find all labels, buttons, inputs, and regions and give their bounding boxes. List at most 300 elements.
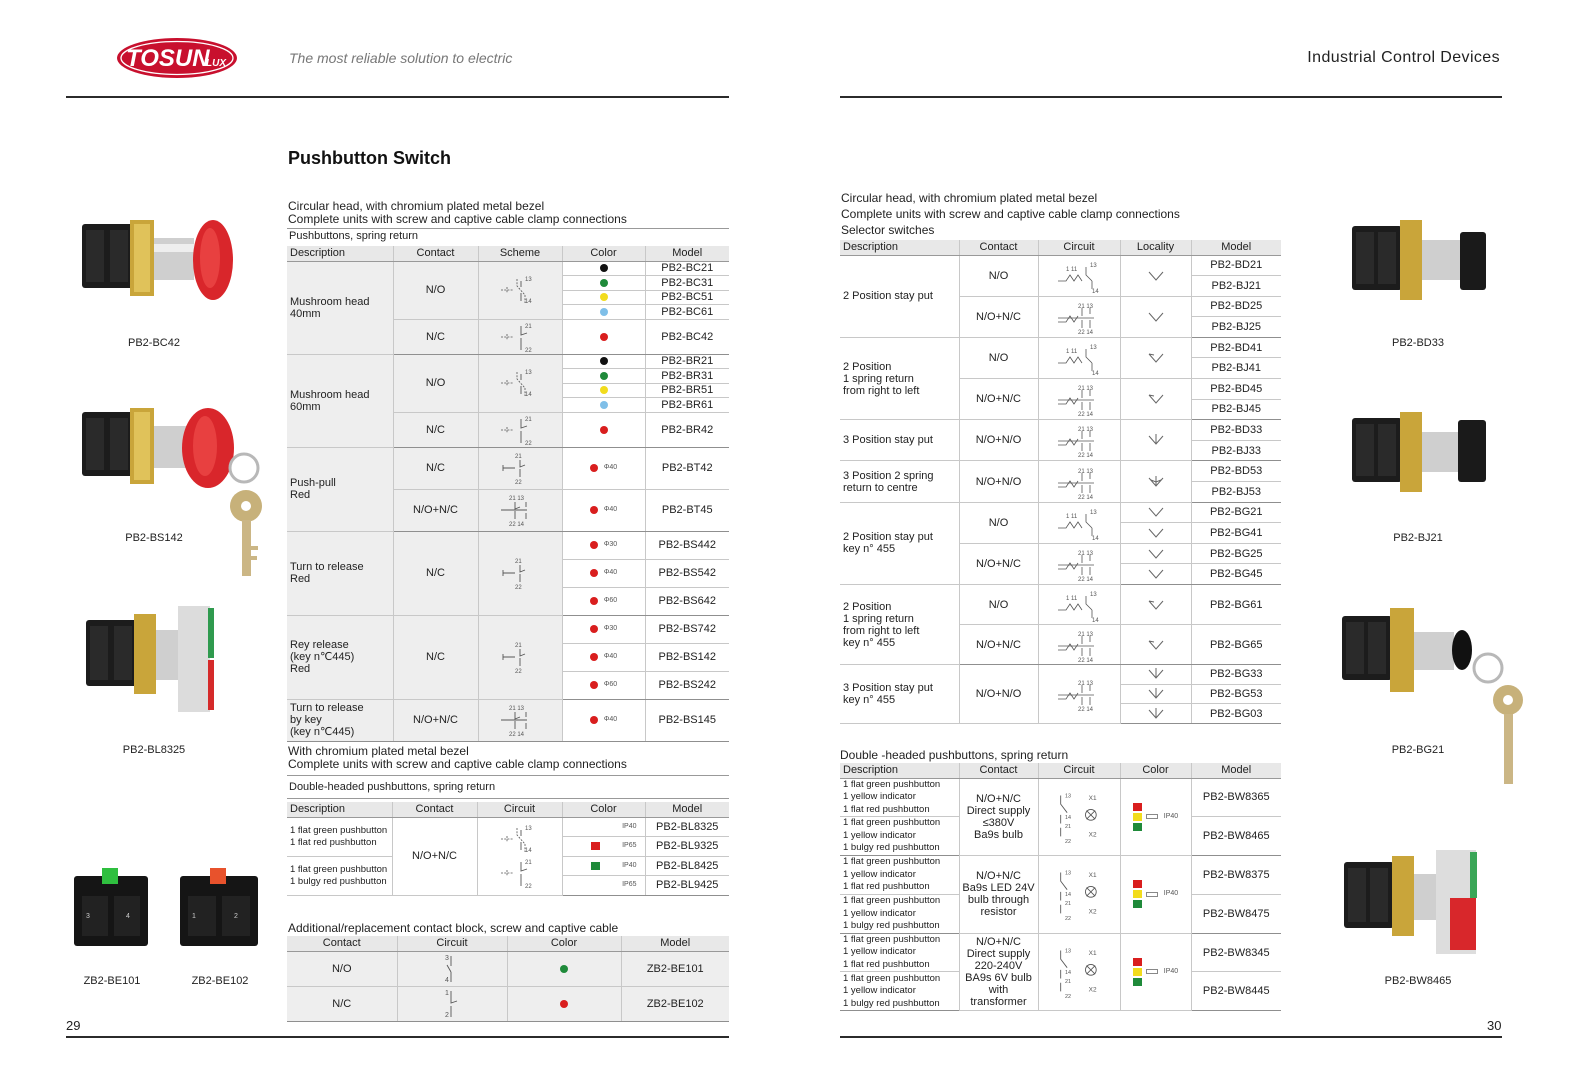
svg-text:4: 4 (445, 976, 449, 984)
contact-cell: N/O (393, 261, 478, 319)
model-cell: PB2-BR31 (645, 369, 729, 384)
contact-scheme-icon (495, 703, 545, 737)
color-stack (1133, 958, 1142, 986)
svg-text:21: 21 (525, 323, 532, 330)
yellow-square-icon (1133, 813, 1142, 821)
svg-text:1 11: 1 11 (1066, 348, 1078, 355)
contact-cell: N/C (393, 319, 478, 354)
contact-cell: N/C (393, 531, 478, 615)
red-dot-icon (590, 716, 598, 724)
size-label: Φ60 (603, 597, 618, 605)
svg-text:22 14: 22 14 (509, 732, 525, 737)
svg-text:22: 22 (525, 440, 532, 447)
contact-scheme-icon (495, 413, 545, 447)
divider (287, 775, 729, 776)
contact-line: N/O+N/C (976, 870, 1021, 883)
scheme-cell (478, 261, 562, 319)
red-square-icon (1133, 880, 1142, 888)
svg-text:1 11: 1 11 (1066, 513, 1078, 520)
color-cell (562, 276, 645, 291)
locality-icon (1145, 350, 1167, 366)
caption-line: With chromium plated metal bezel (288, 744, 469, 758)
circuit-cell (1038, 379, 1120, 420)
svg-text:14: 14 (1092, 535, 1099, 540)
description-line: 40mm (290, 307, 321, 320)
svg-text:22: 22 (1065, 916, 1071, 923)
model-cell: PB2-BC42 (645, 319, 729, 354)
color-cell (562, 837, 645, 857)
circuit-cell (397, 951, 507, 986)
ip-rating: IP65 (622, 881, 637, 889)
scheme-cell (478, 699, 562, 741)
locality-cell (1120, 337, 1191, 378)
svg-text:22 14: 22 14 (1078, 707, 1094, 712)
svg-text:21 13: 21 13 (1078, 631, 1094, 638)
svg-text:21: 21 (525, 416, 532, 423)
description-line: 1 bulgy red pushbutton (843, 920, 940, 932)
ip-rating: IP40 (1163, 890, 1179, 898)
description-line: 1 flat green pushbutton (843, 972, 941, 984)
svg-text:14: 14 (1065, 970, 1071, 977)
svg-text:14: 14 (524, 848, 532, 854)
svg-text:13: 13 (525, 370, 532, 376)
contact-cell: N/O+N/C (393, 699, 478, 741)
contact-cell (959, 778, 1038, 856)
contact-cell: N/C (393, 615, 478, 699)
contact-scheme-icon (495, 493, 545, 527)
color-cell (562, 643, 645, 671)
header-rule-right (840, 96, 1502, 98)
blue-dot-icon (600, 401, 608, 409)
page-number-right: 30 (1487, 1018, 1502, 1033)
model-cell: PB2-BR42 (645, 412, 729, 447)
locality-cell (1120, 296, 1191, 337)
red-dot-icon (590, 625, 598, 633)
svg-text:13: 13 (525, 277, 532, 283)
contact-cell: N/C (393, 447, 478, 489)
model-cell: PB2-BL9425 (645, 876, 729, 896)
product-label: PB2-BW8465 (1384, 975, 1452, 987)
table-row (840, 933, 1281, 972)
yellow-square-icon (1133, 968, 1142, 976)
contact-line: N/O+N/C (976, 935, 1021, 948)
column-header: Scheme (478, 246, 562, 261)
circuit-cell (1038, 933, 1120, 1011)
contact-line: BA9s 6V bulb (965, 971, 1032, 984)
contact-cell: N/O+N/C (392, 817, 477, 895)
divider (287, 228, 729, 229)
description-line: 3 Position stay put (843, 682, 933, 695)
description-cell (287, 261, 393, 354)
model-cell: PB2-BW8345 (1191, 933, 1281, 972)
contact-block-icon (72, 866, 152, 950)
svg-text:21 13: 21 13 (1078, 427, 1094, 434)
svg-text:13: 13 (1090, 591, 1097, 598)
black-dot-icon (600, 357, 608, 365)
model-cell: PB2-BW8365 (1191, 778, 1281, 817)
contact-scheme-icon (1054, 341, 1104, 375)
contact-scheme-icon (495, 856, 545, 890)
contact-cell: N/O+N/C (393, 489, 478, 531)
scheme-cell (478, 412, 562, 447)
contact-cell: N/C (287, 986, 397, 1021)
contact-line: Ba9s LED 24V (962, 882, 1035, 895)
contact-cell: N/O+N/O (959, 665, 1038, 724)
caption-line: Selector switches (841, 223, 935, 237)
product-label: PB2-BC42 (128, 337, 180, 349)
logo-sub: LUX (206, 58, 226, 69)
description-line: 1 flat red pushbutton (843, 881, 930, 893)
color-cell (562, 290, 645, 305)
svg-text:22 14: 22 14 (1078, 412, 1094, 417)
description-line: 1 yellow indicator (843, 907, 916, 919)
color-cell (562, 531, 645, 559)
product-pb2-bc42 (78, 212, 238, 317)
contact-line: Ba9s bulb (974, 828, 1023, 841)
description-line: 1 bulgy red pushbutton (843, 997, 940, 1009)
red-dot-icon (590, 597, 598, 605)
color-cell (562, 587, 645, 615)
locality-icon (1145, 666, 1167, 682)
model-cell: PB2-BJ33 (1191, 440, 1281, 461)
locality-cell (1120, 379, 1191, 420)
lamp-icon (1146, 892, 1158, 897)
column-header: Model (621, 936, 729, 951)
table-row (287, 261, 729, 276)
model-cell: ZB2-BE102 (621, 986, 729, 1021)
locality-cell (1120, 625, 1191, 665)
color-stack (1133, 803, 1142, 831)
model-cell: PB2-BG61 (1191, 585, 1281, 625)
svg-text:13: 13 (1065, 793, 1071, 800)
category-title: Industrial Control Devices (1307, 49, 1500, 66)
locality-icon (1145, 637, 1167, 653)
model-cell: PB2-BJ41 (1191, 358, 1281, 379)
contact-cell: N/O (959, 585, 1038, 625)
svg-text:14: 14 (1092, 288, 1099, 293)
double-headed-pushbutton-icon (82, 600, 242, 720)
description-line: key n° 455 (843, 543, 896, 556)
model-cell: PB2-BG65 (1191, 625, 1281, 665)
contact-scheme-icon (495, 822, 545, 856)
black-dot-icon (600, 264, 608, 272)
product-label: PB2-BS142 (125, 532, 183, 544)
product-label: PB2-BJ21 (1393, 532, 1443, 544)
table5-caption: Double -headed pushbuttons, spring return (840, 748, 1069, 762)
color-cell (562, 383, 645, 398)
svg-text:21: 21 (1065, 901, 1071, 908)
column-header: Color (562, 246, 645, 261)
svg-text:21: 21 (515, 643, 522, 649)
description-cell (287, 531, 393, 615)
ip-rating: IP40 (1163, 812, 1179, 820)
column-header: Color (1120, 763, 1191, 778)
model-cell: PB2-BS742 (645, 615, 729, 643)
description-line: key n° 455 (843, 694, 896, 707)
svg-text:13: 13 (1065, 948, 1071, 955)
contact-cell: N/O+N/O (959, 420, 1038, 461)
model-cell: PB2-BW8445 (1191, 972, 1281, 1011)
green-square-icon (591, 862, 600, 870)
description-cell (840, 817, 959, 856)
description-cell (840, 337, 959, 419)
contact-block-table (287, 936, 729, 1022)
table-row (840, 856, 1281, 895)
color-cell (562, 354, 645, 369)
contact-scheme-icon (1054, 628, 1104, 662)
green-square-icon (1133, 823, 1142, 831)
green-dot-icon (600, 372, 608, 380)
caption-line: Circular head, with chromium plated metal bezel (841, 191, 1098, 205)
contact-line: N/O+N/C (976, 792, 1021, 805)
color-cell (562, 856, 645, 876)
description-cell (840, 502, 959, 584)
svg-text:21 13: 21 13 (1078, 303, 1094, 310)
description-line: 60mm (290, 400, 321, 413)
description-line: 1 spring return (843, 372, 914, 385)
description-line: 2 Position (843, 600, 892, 613)
contact-scheme-icon (495, 640, 545, 674)
svg-text:3: 3 (86, 913, 90, 920)
model-cell: PB2-BJ53 (1191, 482, 1281, 503)
description-line: 3 Position stay put (843, 434, 933, 447)
description-line: Red (290, 489, 311, 501)
model-cell: PB2-BT45 (645, 489, 729, 531)
page-title: Pushbutton Switch (288, 148, 451, 168)
svg-text:22 14: 22 14 (1078, 453, 1094, 458)
description-line: 1 flat red pushbutton (290, 836, 377, 848)
red-dot-icon (590, 464, 598, 472)
ip-rating: IP65 (622, 842, 637, 850)
description-line: Red (290, 663, 311, 675)
color-cell (562, 261, 645, 276)
model-cell: PB2-BR61 (645, 398, 729, 413)
locality-cell (1120, 420, 1191, 461)
description-cell (287, 856, 392, 895)
table-row (287, 951, 729, 986)
model-cell: PB2-BS242 (645, 671, 729, 699)
contact-line: Direct supply (966, 947, 1031, 960)
description-line: 1 flat green pushbutton (290, 824, 388, 836)
column-header: Model (645, 246, 729, 261)
svg-text:13: 13 (1090, 509, 1097, 516)
table2-caption (288, 745, 627, 771)
description-cell (840, 972, 959, 1011)
svg-text:22 14: 22 14 (1078, 657, 1094, 662)
model-cell: PB2-BR21 (645, 354, 729, 369)
selector-switch-long-icon (1348, 406, 1493, 501)
circuit-cell (1038, 461, 1120, 502)
svg-text:22 14: 22 14 (1078, 576, 1094, 581)
product-label: PB2-BD33 (1392, 337, 1444, 349)
footer-rule-right (840, 1036, 1502, 1038)
locality-icon (1145, 546, 1167, 562)
column-header: Description (287, 246, 393, 261)
svg-text:21: 21 (515, 454, 522, 460)
color-cell (562, 369, 645, 384)
contact-scheme-icon (1054, 547, 1104, 581)
ip-rating: IP40 (1163, 967, 1179, 975)
contact-line: resistor (980, 906, 1017, 919)
svg-text:14: 14 (1065, 892, 1071, 899)
contact-cell: N/O (959, 502, 1038, 543)
table-row (287, 986, 729, 1021)
circuit-cell (1038, 585, 1120, 625)
caption-line: Circular head, with chromium plated metal bezel (288, 199, 545, 213)
model-cell: PB2-BC21 (645, 261, 729, 276)
svg-text:22: 22 (525, 347, 532, 354)
description-line: 1 yellow indicator (843, 829, 916, 841)
product-pb2-bg21 (1338, 604, 1528, 804)
green-square-icon (1133, 900, 1142, 908)
color-cell (1120, 856, 1191, 934)
column-header: Contact (959, 240, 1038, 255)
locality-cell (1120, 684, 1191, 704)
contact-line: bulb through (967, 894, 1030, 907)
model-cell: PB2-BW8465 (1191, 817, 1281, 856)
description-line: (key n℃445) (290, 651, 355, 663)
scheme-cell (478, 319, 562, 354)
svg-text:22: 22 (1065, 838, 1071, 845)
red-dot-icon (560, 1000, 568, 1008)
red-dot-icon (600, 426, 608, 434)
circuit-cell (1038, 778, 1120, 856)
product-label: ZB2-BE101 (83, 975, 141, 987)
model-cell: PB2-BG25 (1191, 543, 1281, 564)
column-header: Circuit (477, 802, 562, 817)
double-headed-table (287, 802, 729, 896)
table-row (287, 447, 729, 489)
column-header: Contact (392, 802, 477, 817)
description-line: (key n℃445) (290, 726, 355, 738)
description-line: Turn to release (290, 561, 364, 573)
caption-line: Complete units with screw and captive cable clamp connections (288, 212, 627, 226)
description-cell (840, 585, 959, 665)
contact-scheme-icon (1049, 789, 1109, 845)
description-line: 1 flat red pushbutton (843, 958, 930, 970)
locality-icon (1145, 391, 1167, 407)
table-row (287, 817, 729, 837)
description-line: 1 flat green pushbutton (843, 933, 941, 945)
product-label: PB2-BL8325 (122, 744, 186, 756)
scheme-cell (478, 531, 562, 615)
locality-icon (1145, 525, 1167, 541)
locality-cell (1120, 564, 1191, 585)
column-header: Contact (393, 246, 478, 261)
description-cell (287, 447, 393, 531)
red-dot-icon (590, 541, 598, 549)
locality-icon (1145, 686, 1167, 702)
model-cell: PB2-BS145 (645, 699, 729, 741)
color-cell (562, 398, 645, 413)
column-header: Contact (287, 936, 397, 951)
scheme-cell (478, 489, 562, 531)
locality-cell (1120, 255, 1191, 296)
locality-cell (1120, 585, 1191, 625)
svg-text:13: 13 (524, 826, 532, 832)
description-line: 2 Position (843, 360, 892, 373)
model-cell: PB2-BW8475 (1191, 894, 1281, 933)
svg-text:22: 22 (515, 585, 522, 590)
svg-text:2: 2 (234, 913, 238, 920)
lamp-icon (1146, 969, 1158, 974)
model-cell: PB2-BG33 (1191, 665, 1281, 685)
svg-text:21: 21 (524, 860, 532, 866)
red-dot-icon (590, 653, 598, 661)
contact-cell: N/O (959, 337, 1038, 378)
locality-cell (1120, 523, 1191, 544)
contact-scheme-icon (495, 556, 545, 590)
svg-text:21 13: 21 13 (1078, 386, 1094, 393)
column-header: Color (507, 936, 621, 951)
description-cell (287, 699, 393, 741)
contact-line: 220-240V (974, 959, 1023, 972)
circuit-cell (1038, 543, 1120, 584)
svg-text:14: 14 (1092, 617, 1099, 622)
model-cell: PB2-BR51 (645, 383, 729, 398)
contact-scheme-icon (1054, 259, 1104, 293)
table-row (840, 778, 1281, 817)
model-cell: PB2-BG03 (1191, 704, 1281, 724)
illuminated-double-pushbutton-icon (1340, 846, 1490, 961)
description-cell (840, 665, 959, 724)
caption-line: Complete units with screw and captive cable clamp connections (288, 757, 627, 771)
logo-text: TOSUN (126, 45, 210, 72)
pushbutton-table (287, 246, 729, 742)
description-line: 1 yellow indicator (843, 791, 916, 803)
svg-text:13: 13 (1090, 344, 1097, 351)
locality-icon (1145, 268, 1167, 284)
contact-scheme-icon (1054, 300, 1104, 334)
svg-text:21: 21 (1065, 823, 1071, 830)
svg-text:14: 14 (525, 392, 532, 398)
model-cell: PB2-BS142 (645, 643, 729, 671)
description-line: return to centre (843, 481, 918, 494)
description-cell (840, 461, 959, 502)
locality-icon (1145, 504, 1167, 520)
description-line: 2 Position stay put (843, 531, 933, 544)
size-label: Φ40 (603, 716, 618, 724)
table-row (840, 502, 1281, 523)
description-line: 1 spring return (843, 612, 914, 625)
circuit-cell (1038, 420, 1120, 461)
green-dot-icon (560, 965, 568, 973)
svg-text:22: 22 (1065, 993, 1071, 1000)
size-label: Φ40 (603, 653, 618, 661)
svg-text:X2: X2 (1088, 986, 1097, 994)
table-row (287, 615, 729, 643)
circuit-cell (1038, 665, 1120, 724)
product-zb2-be102 (178, 866, 262, 955)
green-square-icon (1133, 978, 1142, 986)
svg-text:1 11: 1 11 (1066, 595, 1078, 602)
contact-scheme-icon (495, 366, 545, 400)
red-dot-icon (590, 681, 598, 689)
description-line: 1 bulgy red pushbutton (290, 875, 387, 887)
model-cell: PB2-BG53 (1191, 684, 1281, 704)
circuit-cell (477, 817, 562, 895)
contact-scheme-icon (1054, 382, 1104, 416)
circuit-cell (1038, 502, 1120, 543)
circuit-cell (397, 986, 507, 1021)
locality-icon (1145, 432, 1167, 448)
color-cell (562, 615, 645, 643)
description-line: from right to left (843, 624, 920, 637)
column-header: Description (840, 763, 959, 778)
color-cell (562, 319, 645, 354)
model-cell: PB2-BC51 (645, 290, 729, 305)
model-cell: PB2-BG21 (1191, 502, 1281, 523)
